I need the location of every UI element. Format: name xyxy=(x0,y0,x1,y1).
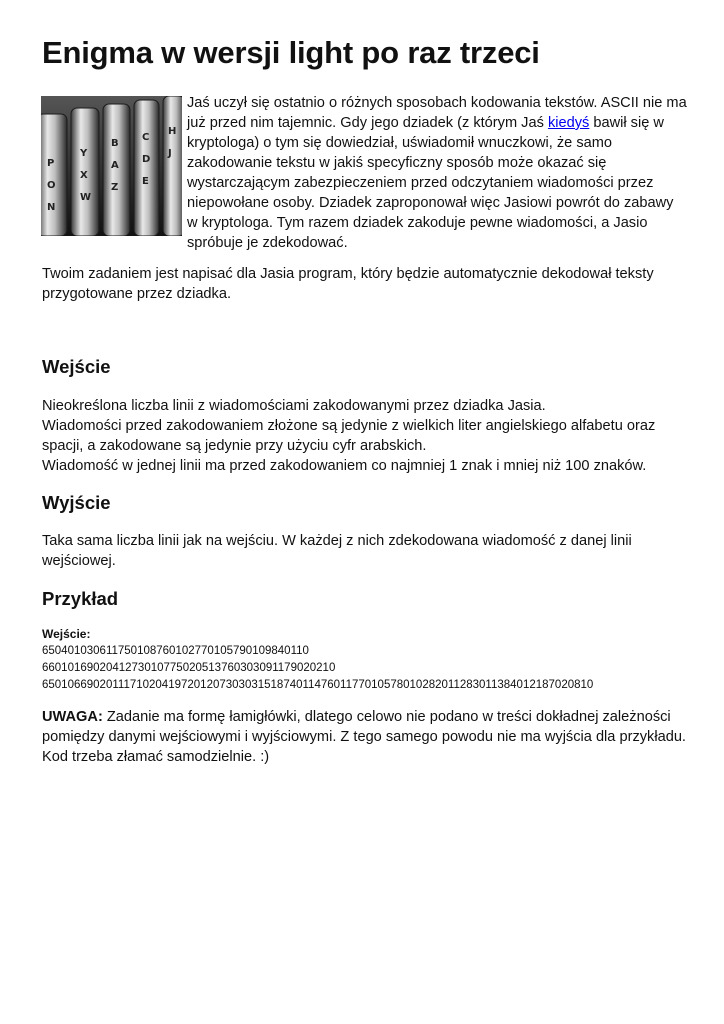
output-heading: Wyjście xyxy=(42,492,111,513)
svg-text:E: E xyxy=(142,176,149,187)
note-text: Zadanie ma formę łamigłówki, dlatego celowo nie podano w treści dokładnej zależności pomiędzy danymi wejściowymi i wyjściowymi. Z tego samego powodu nie ma wyjścia dla przykładu. Kod trzeba złamać samodzielnie. :) xyxy=(42,709,686,765)
svg-text:Z: Z xyxy=(111,182,119,193)
svg-text:C: C xyxy=(142,132,150,143)
intro-text-2: bawił się w kryptologa) o tym się dowiedział, uświadomił wnuczkowi, że samo zakodowanie tekstu w jakiś specyficzny sposób może okazać się wystarczającym zabezpieczeniem przed odczytaniem wiadomości przez niepowołane osoby. Dziadek zaproponował więc Jasiowi powrót do zabawy w kryptologa. Tym razem dziadek zakoduje pewne wiadomości, a Jasio spróbuje je zdekodować. xyxy=(187,115,674,251)
example-input-label: Wejście: xyxy=(42,627,91,641)
kiedys-link[interactable]: kiedyś xyxy=(547,115,590,131)
svg-text:B: B xyxy=(111,138,119,149)
intro-paragraph xyxy=(187,93,687,253)
input-section xyxy=(42,396,692,476)
svg-text:A: A xyxy=(111,160,119,171)
input-heading: Wejście xyxy=(42,356,111,377)
input-line-1: Nieokreślona liczba linii z wiadomościami zakodowanymi przez dziadka Jasia. xyxy=(42,398,546,414)
svg-text:J: J xyxy=(168,148,172,159)
note-label: UWAGA: xyxy=(42,709,103,725)
svg-text:N: N xyxy=(47,202,56,213)
page-title: Enigma w wersji light po raz trzeci xyxy=(42,35,540,70)
svg-text:Y: Y xyxy=(80,148,88,159)
example-line-2: 6601016902041273010775020513760303091179020210 xyxy=(42,662,336,674)
intro-text-1: Jaś uczył się ostatnio o różnych sposobach kodowania tekstów. ASCII nie ma już przed nim tajemnic. Gdy jego dziadek (z którym Jaś xyxy=(187,95,687,131)
example-input-block xyxy=(42,643,593,694)
svg-text:O: O xyxy=(47,180,56,191)
note-paragraph xyxy=(42,707,692,767)
svg-text:D: D xyxy=(142,154,151,165)
task-paragraph: Twoim zadaniem jest napisać dla Jasia program, który będzie automatycznie dekodował teksty przygotowane przez dziadka. xyxy=(42,266,654,302)
example-line-1: 650401030611750108760102770105790109840110 xyxy=(42,645,309,657)
enigma-rotors-photo xyxy=(41,96,182,236)
svg-text:X: X xyxy=(80,170,88,181)
svg-text:P: P xyxy=(47,158,55,169)
svg-text:H: H xyxy=(168,126,177,137)
svg-text:W: W xyxy=(80,192,92,203)
example-heading: Przykład xyxy=(42,588,119,609)
example-line-3: 650106690201117102041972012073030315187401147601177010578010282011283011384012187020810 xyxy=(42,679,594,691)
output-text: Taka sama liczba linii jak na wejściu. W każdej z nich zdekodowana wiadomość z danej linii wejściowej. xyxy=(42,533,632,569)
input-line-2: Wiadomości przed zakodowaniem złożone są jedynie z wielkich liter angielskiego alfabetu oraz spacji, a zakodowane są jedynie przy użyciu cyfr arabskich. xyxy=(42,418,656,454)
input-line-3: Wiadomość w jednej linii ma przed zakodowaniem co najmniej 1 znak i mniej niż 100 znaków. xyxy=(42,458,647,474)
